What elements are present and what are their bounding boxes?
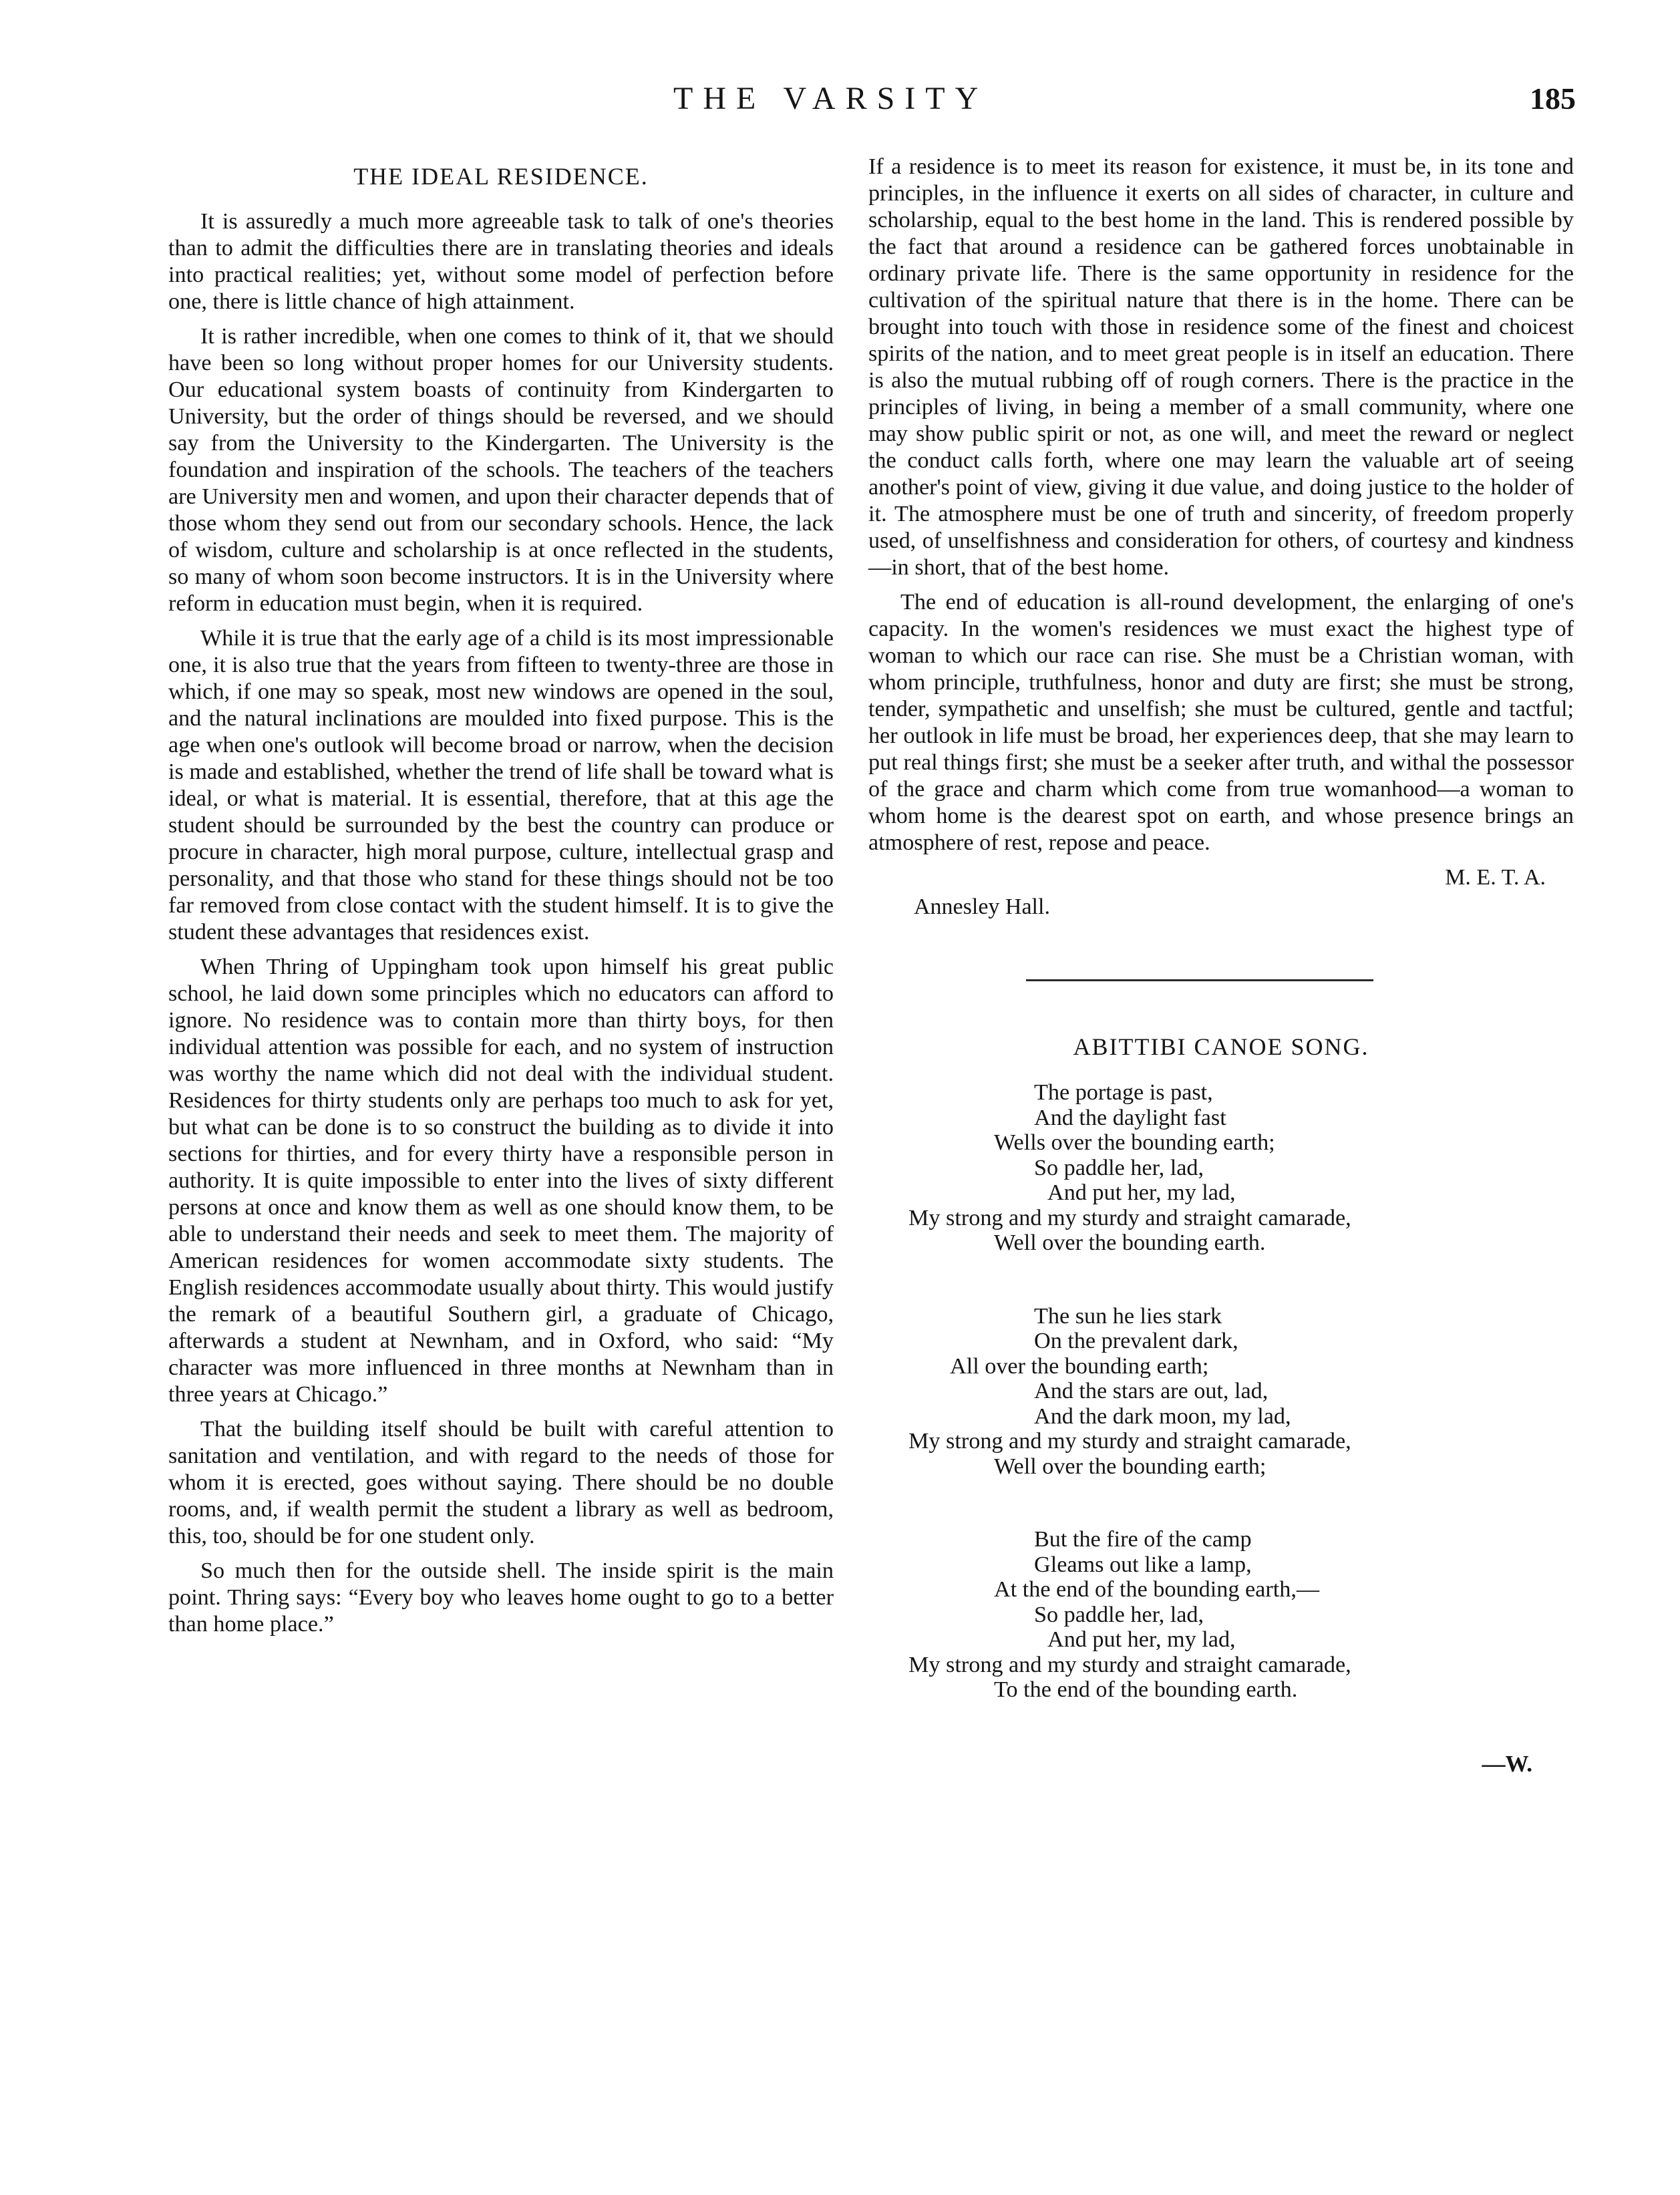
poem-title: ABITTIBI CANOE SONG. <box>1073 1033 1369 1060</box>
poem-line: So paddle her, lad, <box>1034 1602 1204 1627</box>
poem-line: And put her, my lad, <box>1047 1180 1236 1205</box>
poem-line: And the daylight fast <box>1034 1105 1226 1130</box>
poem-line: My strong and my sturdy and straight camarade, <box>908 1652 1351 1677</box>
poem <box>868 1080 1574 1703</box>
poem-line: And the stars are out, lad, <box>1034 1379 1269 1403</box>
poem-line: Gleams out like a lamp, <box>1034 1552 1252 1577</box>
article-paragraph: So much then for the outside shell. The inside spirit is the main point. Thring says: “Every boy who leaves home ought to go to a better than home place.” <box>168 1558 834 1637</box>
article-paragraph: When Thring of Uppingham took upon himself his great public school, he laid down some principles which no educators can afford to ignore. No residence was to contain more than thirty boys, for then individual attention was possible for each, and no system of instruction was worthy the name which did not deal with the individual student. Residences for thirty students only are perhaps too much to ask for yet, but what can be done is to so construct the building as to divide it into sections for thirties, and for every thirty have a responsible person in authority. It is quite impossible to enter into the lives of sixty different persons at once and know them as well as one should know them, to be able to understand their needs and seek to meet them. The majority of American residences for women accommodate sixty students. The English residences accommodate usually about thirty. This would justify the remark of a beautiful Southern girl, a graduate of Chicago, afterwards a student at Newnham, and in Oxford, who said: “My character was more influenced in three months at Newnham than in three years at Chicago.” <box>168 955 834 1407</box>
poem-line: Wells over the bounding earth; <box>994 1130 1275 1155</box>
poem-line: Well over the bounding earth; <box>994 1454 1267 1479</box>
poem-line: At the end of the bounding earth,— <box>994 1577 1320 1602</box>
poem-line: So paddle her, lad, <box>1034 1155 1204 1180</box>
poem-line: The sun he lies stark <box>1034 1303 1222 1329</box>
poem-signature: —W. <box>1482 1750 1532 1777</box>
poem-line: But the fire of the camp <box>1034 1527 1252 1552</box>
poem-line: Well over the bounding earth. <box>994 1230 1266 1255</box>
poem-stanza <box>868 1527 1574 1703</box>
article-place: Annesley Hall. <box>914 894 1050 919</box>
left-column <box>168 154 834 1646</box>
article-paragraph: While it is true that the early age of a child is its most impressionable one, it is also true that the years from fifteen to twenty-three are those in which, if one may so speak, most new windows are opened in the soul, and the natural inclinations are moulded into fixed purpose. This is the age when one's outlook will become broad or narrow, when the decision is made and established, whether the trend of life shall be toward what is ideal, or what is material. It is essential, therefore, that at this age the student should be surrounded by the best the country can produce or procure in character, high moral purpose, culture, intellectual grasp and personality, and that those who stand for these things should not be too far removed from close contact with the student himself. It is to give the student these advantages that residences exist. <box>168 626 834 945</box>
article-paragraph: It is assuredly a much more agreeable task to talk of one's theories than to admit the difficulties there are in translating theories and ideals into practical realities; yet, without some model of perfection before one, there is little chance of high attainment. <box>168 209 834 314</box>
section-divider <box>1026 979 1373 981</box>
poem-line: To the end of the bounding earth. <box>994 1677 1298 1702</box>
poem-stanza <box>868 1080 1574 1256</box>
poem-line: All over the bounding earth; <box>950 1353 1209 1379</box>
article-paragraph: That the building itself should be built with careful attention to sanitation and ventilation, and with regard to the needs of those for whom it is erected, goes without saying. There should be no double rooms, and, if wealth permit the student a library as well as bedroom, this, too, should be for one student only. <box>168 1417 834 1548</box>
journal-title: THE VARSITY <box>673 81 989 116</box>
right-column <box>868 154 1574 1778</box>
running-head <box>0 79 1680 119</box>
poem-line: And the dark moon, my lad, <box>1034 1403 1291 1429</box>
poem-line: My strong and my sturdy and straight camarade, <box>908 1205 1351 1230</box>
article-paragraph: The end of education is all-round development, the enlarging of one's capacity. In the women's residences we must exact the highest type of woman to which our race can rise. She must be a Christian woman, with whom principle, truthfulness, honor and duty are first; she must be strong, tender, sympathetic and unselfish; she must be cultured, gentle and tactful; her outlook in life must be broad, her experiences deep, that she may learn to put real things first; she must be a seeker after truth, and withal the possessor of the grace and charm which come from true womanhood—a woman to whom home is the dearest spot on earth, and whose presence brings an atmosphere of rest, repose and peace. <box>868 590 1574 855</box>
article-paragraph: It is rather incredible, when one comes to think of it, that we should have been so long without proper homes for our University students. Our educational system boasts of continuity from Kindergarten to University, but the order of things should be reversed, and we should say from the University to the Kindergarten. The University is the foundation and inspiration of the schools. The teachers of the teachers are University men and women, and upon their character depends that of those whom they send out from our secondary schools. Hence, the lack of wisdom, culture and scholarship is at once reflected in the students, so many of whom soon become instructors. It is in the University where reform in education must begin, when it is required. <box>168 324 834 616</box>
article-paragraph-continued: If a residence is to meet its reason for existence, it must be, in its tone and principles, in the influence it exerts on all sides of character, in culture and scholarship, equal to the best home in the land. This is rendered possible by the fact that around a residence can be gathered forces unobtainable in ordinary private life. There is the same opportunity in residence for the cultivation of the spiritual nature that there is in the home. There can be brought into touch with those in residence some of the finest and choicest spirits of the nation, and to meet great people is in itself an education. There is also the mutual rubbing off of rough corners. There is the practice in the principles of living, in being a member of a small community, where one may show public spirit or not, as one will, and meet the reward or neglect the conduct calls forth, where one may learn the valuable art of seeing another's point of view, giving it due value, and doing justice to the holder of it. The atmosphere must be one of truth and sincerity, of freedom properly used, of unselfishness and consideration for others, of courtesy and kindness—in short, that of the best home. <box>868 154 1574 580</box>
poem-line: And put her, my lad, <box>1047 1627 1236 1652</box>
article-signature: M. E. T. A. <box>1445 865 1546 890</box>
poem-line: On the prevalent dark, <box>1034 1329 1238 1353</box>
poem-stanza <box>868 1304 1574 1480</box>
poem-line: My strong and my sturdy and straight camarade, <box>908 1429 1351 1454</box>
article-title: THE IDEAL RESIDENCE. <box>353 163 649 190</box>
page-number: 185 <box>1530 81 1576 116</box>
poem-line: The portage is past, <box>1034 1080 1213 1105</box>
